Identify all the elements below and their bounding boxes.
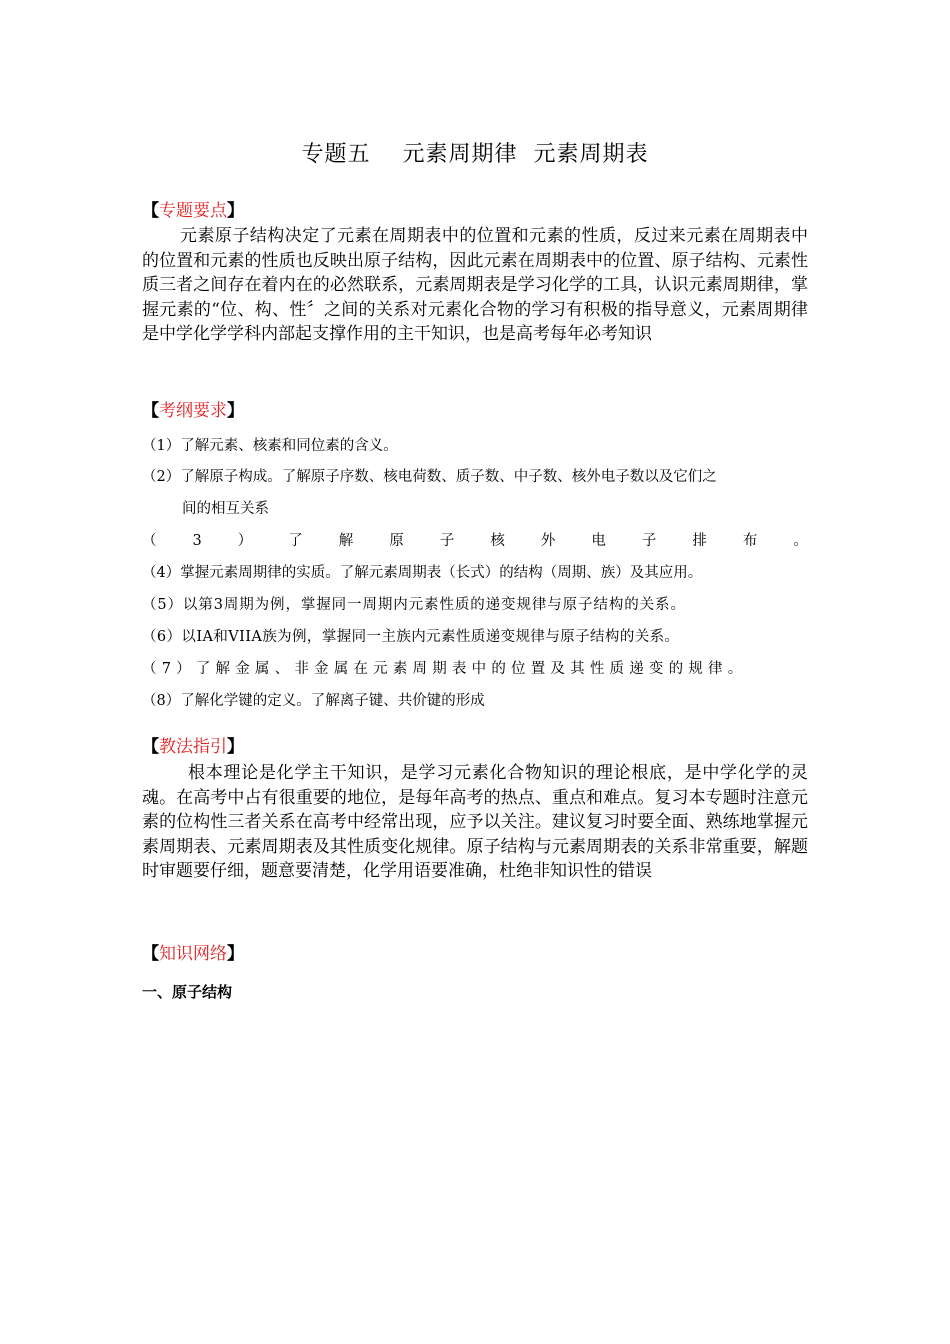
requirement-item-6: （6）以IA和VIIA族为例，掌握同一主族内元素性质递变规律与原子结构的关系。 <box>142 629 680 645</box>
requirement-item-3-glyph: 子 <box>439 533 455 549</box>
bracket-close: 】 <box>227 737 244 757</box>
page-title: 专题五 元素周期律 元素周期表 <box>301 142 649 167</box>
section-label: 教法指引 <box>159 737 227 757</box>
requirement-item-3-glyph: 排 <box>692 533 707 549</box>
requirement-item-3-glyph: 布 <box>742 533 758 549</box>
requirement-item-7: （7）了解金属、非金属在元素周期表中的位置及其性质递变的规律。 <box>142 661 748 677</box>
requirement-item-3-glyph: 3 <box>192 533 202 549</box>
bracket-close: 】 <box>227 401 244 421</box>
requirement-item-2-line-2 <box>142 499 808 519</box>
section-heading-requirements <box>142 399 244 423</box>
requirement-item-3-glyph: 了 <box>288 533 303 549</box>
requirement-item-4: （4）掌握元素周期律的实质。了解元素周期表（长式）的结构（周期、族）及其应用。 <box>142 565 703 581</box>
subheading-atomic-structure: 一、原子结构 <box>142 983 233 1001</box>
section-heading-network <box>142 942 244 966</box>
requirement-item-8: （8）了解化学键的定义。了解离子键、共价键的形成 <box>142 693 485 709</box>
bracket-open: 【 <box>142 737 159 757</box>
bracket-open: 【 <box>142 401 159 421</box>
requirement-item-3-glyph: 核 <box>490 533 505 549</box>
bracket-open: 【 <box>142 201 159 221</box>
requirement-item-2-line-1: （2）了解原子构成。了解原子序数、核电荷数、质子数、中子数、核外电子数以及它们之 <box>142 469 717 485</box>
requirement-item-3-glyph: 外 <box>540 533 556 549</box>
section-heading-key-points <box>142 199 244 223</box>
key-points-paragraph: 元素原子结构决定了元素在周期表中的位置和元素的性质，反过来元素在周期表中的位置和元素的性质也反映出原子结构，因此元素在周期表中的位置、原子结构、元素性质三者之间存在着内在的必然联系，元素周期表是学习化学的工具，认识元素周期律，掌握元素的“位、构、性〞之间的关系对元素化合物的学习有积极的指导意义，元素周期律是中学化学学科内部起支撑作用的主干知识，也是高考每年必考知识 <box>142 226 808 345</box>
bracket-open: 【 <box>142 944 159 964</box>
teaching-paragraph: 根本理论是化学主干知识，是学习元素化合物知识的理论根底，是中学化学的灵魂。在高考中占有很重要的地位，是每年高考的热点、重点和难点。复习本专题时注意元素的位构性三者关系在高考中经常出现，应予以关注。建议复习时要全面、熟练地掌握元素周期表、元素周期表及其性质变化规律。原子结构与元素周期表的关系非常重要，解题时审题要仔细，题意要清楚，化学用语要准确，杜绝非知识性的错误 <box>142 763 808 882</box>
bracket-close: 】 <box>227 201 244 221</box>
bracket-close: 】 <box>227 944 244 964</box>
requirement-item-3-glyph: ） <box>237 533 253 549</box>
requirement-item-2-continuation: 间的相互关系 <box>182 501 269 517</box>
requirement-item-3-glyph: 电 <box>591 533 606 549</box>
requirement-item-3-glyph: 。 <box>793 533 808 549</box>
section-heading-teaching <box>142 735 244 759</box>
section-label: 考纲要求 <box>159 401 227 421</box>
requirement-item-3-glyph: 解 <box>338 533 354 549</box>
requirement-item-3-glyph: 子 <box>641 533 657 549</box>
section-label: 专题要点 <box>159 201 227 221</box>
requirement-item-5: （5）以第3周期为例，掌握同一周期内元素性质的递变规律与原子结构的关系。 <box>142 597 686 613</box>
requirement-item-3-glyph: 原 <box>389 533 404 549</box>
requirement-item-1: （1）了解元素、核素和同位素的含义。 <box>142 438 398 454</box>
requirement-item-3 <box>142 531 808 551</box>
section-label: 知识网络 <box>159 944 227 964</box>
requirement-item-3-glyph: （ <box>142 533 157 549</box>
